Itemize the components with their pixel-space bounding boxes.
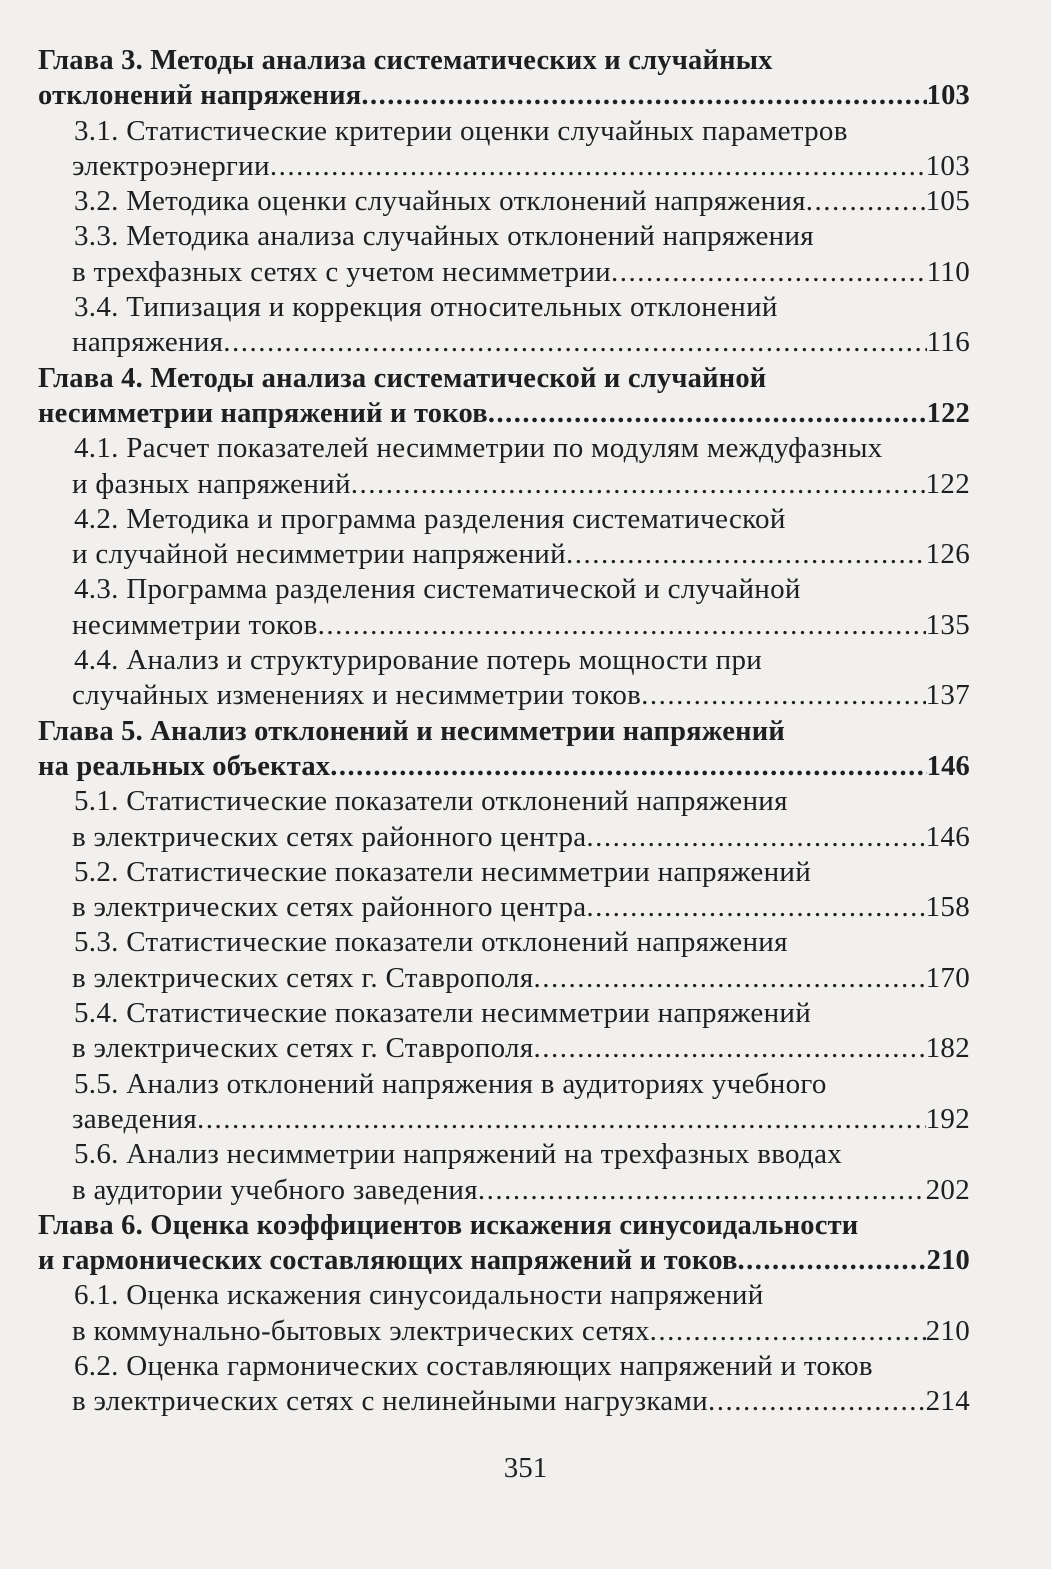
section-title-line xyxy=(38,820,970,855)
entry-text: заведения xyxy=(72,1102,198,1135)
toc-section-entry xyxy=(38,431,970,502)
toc-chapter-entry xyxy=(38,1208,970,1279)
section-title-line: 5.5. Анализ отклонений напряжения в аудиториях учебного xyxy=(74,1067,827,1100)
entry-text: в аудитории учебного заведения xyxy=(72,1173,478,1206)
section-title-line: 4.2. Методика и программа разделения систематической xyxy=(74,502,786,535)
entry-page-number: 210 xyxy=(926,1245,970,1277)
page-number: 351 xyxy=(503,1452,548,1484)
toc-section-entry xyxy=(38,1067,970,1138)
leader-dots xyxy=(611,255,927,290)
section-title-line xyxy=(38,608,970,643)
leader-dots xyxy=(533,1031,925,1066)
section-title-line xyxy=(38,537,970,572)
section-title-line: 3.3. Методика анализа случайных отклонений напряжения xyxy=(74,220,814,253)
toc-section-entry xyxy=(38,1349,970,1420)
entry-page-number: 146 xyxy=(925,820,970,853)
leader-dots xyxy=(650,1314,926,1349)
chapter-title-line xyxy=(38,396,970,431)
leader-dots xyxy=(197,1102,926,1137)
entry-text: напряжения xyxy=(72,326,224,359)
section-title-line xyxy=(38,890,970,925)
chapter-title-line: Глава 6. Оценка коэффициентов искажения синусоидальности xyxy=(38,1209,859,1241)
section-title-line xyxy=(38,1314,970,1349)
entry-page-number: 182 xyxy=(925,1032,970,1065)
entry-page-number: 122 xyxy=(926,397,970,429)
entry-text: в электрических сетях г. Ставрополя xyxy=(72,1032,534,1065)
section-title-line xyxy=(38,255,970,290)
leader-dots xyxy=(478,1173,926,1208)
entry-text: в коммунально-бытовых электрических сетях xyxy=(72,1314,650,1347)
leader-dots xyxy=(270,149,926,184)
toc-chapter-entry xyxy=(38,43,970,114)
toc-chapter-entry xyxy=(38,361,970,432)
leader-dots xyxy=(488,396,927,431)
entry-page-number: 158 xyxy=(925,891,970,924)
entry-page-number: 110 xyxy=(926,255,970,288)
entry-text: в электрических сетях г. Ставрополя xyxy=(72,961,534,994)
entry-page-number: 170 xyxy=(925,961,970,994)
entry-text: в электрических сетях районного центра xyxy=(72,891,587,924)
section-title-line: 4.1. Расчет показателей несимметрии по модулям междуфазных xyxy=(74,432,883,465)
leader-dots xyxy=(318,608,926,643)
entry-page-number: 210 xyxy=(925,1314,970,1347)
entry-page-number: 103 xyxy=(926,80,970,112)
toc-section-entry xyxy=(38,996,970,1067)
entry-text: в электрических сетях районного центра xyxy=(72,820,587,853)
leader-dots xyxy=(738,1243,927,1278)
leader-dots xyxy=(223,325,926,360)
section-title-line xyxy=(38,1102,970,1137)
leader-dots xyxy=(806,184,926,219)
leader-dots xyxy=(361,78,926,113)
leader-dots xyxy=(641,678,925,713)
entry-text: случайных изменениях и несимметрии токов xyxy=(72,679,642,712)
toc-section-entry xyxy=(38,290,970,361)
toc-section-entry xyxy=(38,784,970,855)
section-title-line xyxy=(38,678,970,713)
entry-text: 3.2. Методика оценки случайных отклонений напряжения xyxy=(74,185,806,218)
entry-text: и случайной несимметрии напряжений xyxy=(72,538,566,571)
entry-page-number: 105 xyxy=(925,185,970,218)
entry-text: несимметрии токов xyxy=(72,608,318,641)
toc-section-entry xyxy=(38,643,970,714)
entry-text: и гармонических составляющих напряжений и токов xyxy=(38,1245,738,1277)
chapter-title-line xyxy=(38,1243,970,1278)
entry-page-number: 146 xyxy=(926,750,970,782)
entry-text: в электрических сетях с нелинейными нагрузками xyxy=(72,1385,708,1418)
section-title-line xyxy=(38,1384,970,1419)
entry-text: на реальных объектах xyxy=(38,750,331,782)
entry-page-number: 116 xyxy=(926,326,970,359)
leader-dots xyxy=(586,820,925,855)
section-title-line: 5.6. Анализ несимметрии напряжений на трехфазных вводах xyxy=(74,1138,843,1171)
toc-section-entry xyxy=(38,1278,970,1349)
leader-dots xyxy=(708,1384,926,1419)
entry-text: в трехфазных сетях с учетом несимметрии xyxy=(72,255,611,288)
section-title-line xyxy=(38,467,970,502)
section-title-line: 6.2. Оценка гармонических составляющих напряжений и токов xyxy=(74,1349,873,1382)
entry-page-number: 137 xyxy=(925,679,970,712)
toc-section-entry xyxy=(38,114,970,185)
entry-page-number: 202 xyxy=(925,1173,970,1206)
toc-section-entry xyxy=(38,184,970,219)
section-title-line xyxy=(38,184,970,219)
section-title-line xyxy=(38,325,970,360)
section-title-line: 5.1. Статистические показатели отклонений напряжения xyxy=(74,785,788,818)
table-of-contents xyxy=(38,43,970,1420)
section-title-line: 5.4. Статистические показатели несимметрии напряжений xyxy=(74,997,812,1030)
leader-dots xyxy=(351,467,926,502)
toc-chapter-entry xyxy=(38,714,970,785)
section-title-line xyxy=(38,961,970,996)
toc-section-entry xyxy=(38,502,970,573)
entry-page-number: 192 xyxy=(925,1102,970,1135)
section-title-line: 3.1. Статистические критерии оценки случайных параметров xyxy=(74,114,848,147)
entry-page-number: 103 xyxy=(925,149,970,182)
chapter-title-line xyxy=(38,749,970,784)
chapter-title-line xyxy=(38,78,970,113)
entry-page-number: 214 xyxy=(925,1385,970,1418)
entry-page-number: 122 xyxy=(925,467,970,500)
toc-section-entry xyxy=(38,1137,970,1208)
leader-dots xyxy=(330,749,926,784)
toc-section-entry xyxy=(38,219,970,290)
leader-dots xyxy=(533,961,925,996)
entry-page-number: 135 xyxy=(925,608,970,641)
chapter-title-line: Глава 4. Методы анализа систематической и случайной xyxy=(38,362,767,394)
entry-text: отклонений напряжения xyxy=(38,80,362,112)
section-title-line: 5.3. Статистические показатели отклонений напряжения xyxy=(74,926,788,959)
entry-page-number: 126 xyxy=(925,538,970,571)
entry-text: электроэнергии xyxy=(72,149,270,182)
leader-dots xyxy=(586,890,925,925)
chapter-title-line: Глава 3. Методы анализа систематических и случайных xyxy=(38,45,773,76)
section-title-line xyxy=(38,149,970,184)
section-title-line: 3.4. Типизация и коррекция относительных отклонений xyxy=(74,291,778,324)
toc-section-entry xyxy=(38,855,970,926)
section-title-line: 6.1. Оценка искажения синусоидальности напряжений xyxy=(74,1279,764,1312)
section-title-line: 4.4. Анализ и структурирование потерь мощности при xyxy=(74,644,763,677)
section-title-line xyxy=(38,1173,970,1208)
section-title-line xyxy=(38,1031,970,1066)
leader-dots xyxy=(566,537,926,572)
toc-section-entry xyxy=(38,572,970,643)
section-title-line: 5.2. Статистические показатели несимметрии напряжений xyxy=(74,855,812,888)
toc-section-entry xyxy=(38,925,970,996)
chapter-title-line: Глава 5. Анализ отклонений и несимметрии напряжений xyxy=(38,715,785,747)
section-title-line: 4.3. Программа разделения систематической и случайной xyxy=(74,573,801,606)
entry-text: несимметрии напряжений и токов xyxy=(38,397,488,429)
entry-text: и фазных напряжений xyxy=(72,467,351,500)
